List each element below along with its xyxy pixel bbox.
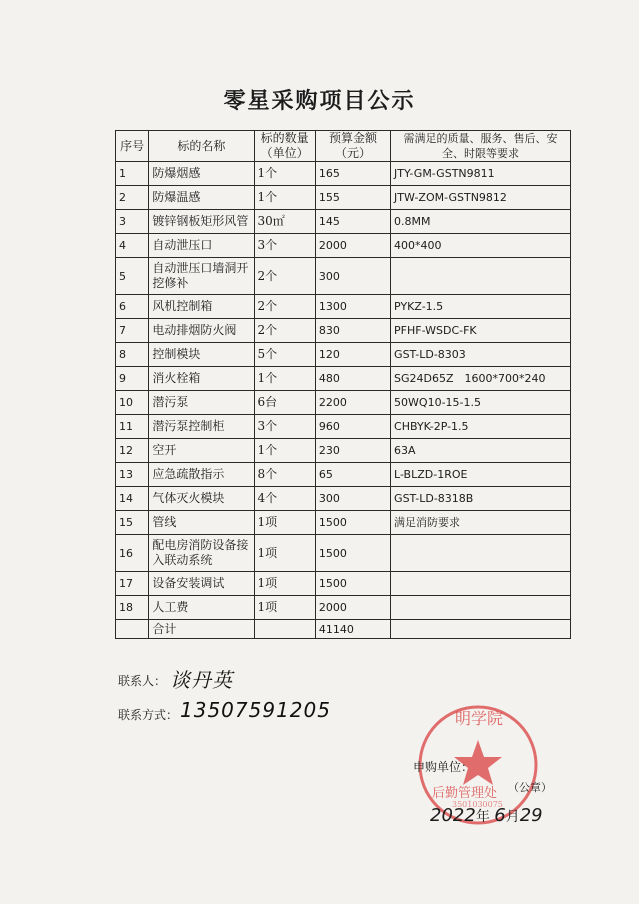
row-amount: 120 [315, 343, 390, 367]
applicant-unit-line [413, 758, 473, 775]
table-header-row [116, 131, 571, 162]
row-no: 12 [116, 439, 149, 463]
row-qty: 2个 [254, 295, 315, 319]
row-qty: 30㎡ [254, 210, 315, 234]
row-requirements: 400*400 [391, 234, 571, 258]
row-no: 10 [116, 391, 149, 415]
row-qty: 5个 [254, 343, 315, 367]
row-name: 设备安装调试 [149, 572, 254, 596]
row-name: 人工费 [149, 596, 254, 620]
row-no: 11 [116, 415, 149, 439]
row-amount: 155 [315, 186, 390, 210]
row-qty: 8个 [254, 463, 315, 487]
row-amount: 830 [315, 319, 390, 343]
row-amount: 230 [315, 439, 390, 463]
total-label: 合计 [149, 620, 254, 639]
total-qty-cell [254, 620, 315, 639]
row-no: 15 [116, 511, 149, 535]
row-amount: 1300 [315, 295, 390, 319]
date-month: 6 [494, 805, 506, 826]
row-amount: 2000 [315, 234, 390, 258]
row-requirements: SG24D65Z 1600*700*240 [391, 367, 571, 391]
table-row [116, 162, 571, 186]
contact-label: 联系人： [118, 674, 167, 688]
table-row [116, 596, 571, 620]
row-amount: 65 [315, 463, 390, 487]
row-name: 风机控制箱 [149, 295, 254, 319]
row-qty: 1项 [254, 535, 315, 572]
row-no: 17 [116, 572, 149, 596]
date-year: 2022 [430, 805, 476, 826]
date-year-suffix: 年 [475, 809, 490, 825]
row-name: 应急疏散指示 [149, 463, 254, 487]
row-no: 9 [116, 367, 149, 391]
row-qty: 1项 [254, 596, 315, 620]
header-amount: 预算金额（元） [315, 131, 390, 162]
row-requirements: JTW-ZOM-GSTN9812 [391, 186, 571, 210]
row-no: 3 [116, 210, 149, 234]
row-qty: 1个 [254, 186, 315, 210]
row-name: 消火栓箱 [149, 367, 254, 391]
row-requirements: 满足消防要求 [391, 511, 571, 535]
header-name: 标的名称 [149, 131, 254, 162]
table-row [116, 234, 571, 258]
date-month-suffix: 月 [505, 809, 520, 825]
header-no: 序号 [116, 131, 149, 162]
table-row [116, 511, 571, 535]
row-requirements: GST-LD-8318B [391, 487, 571, 511]
header-requirements: 需满足的质量、服务、售后、安全、时限等要求 [391, 131, 571, 162]
row-requirements: CHBYK-2P-1.5 [391, 415, 571, 439]
row-amount: 2000 [315, 596, 390, 620]
row-name: 气体灭火模块 [149, 487, 254, 511]
total-no-cell [116, 620, 149, 639]
row-name: 电动排烟防火阀 [149, 319, 254, 343]
phone-handwritten: 13507591205 [180, 698, 331, 722]
table-row [116, 463, 571, 487]
row-no: 16 [116, 535, 149, 572]
table-row [116, 258, 571, 295]
table-row [116, 367, 571, 391]
row-requirements: 0.8MM [391, 210, 571, 234]
row-name: 防爆烟感 [149, 162, 254, 186]
row-qty: 2个 [254, 319, 315, 343]
seal-bottom-text: 3501030075 [452, 800, 503, 809]
seal-top-text: 明学院 [455, 709, 504, 728]
total-amount: 41140 [315, 620, 390, 639]
row-no: 14 [116, 487, 149, 511]
table-row [116, 391, 571, 415]
row-requirements: PYKZ-1.5 [391, 295, 571, 319]
row-name: 防爆温感 [149, 186, 254, 210]
phone-line [118, 706, 178, 723]
total-row [116, 620, 571, 639]
row-amount: 145 [315, 210, 390, 234]
procurement-table [115, 130, 571, 639]
row-amount: 960 [315, 415, 390, 439]
row-requirements: JTY-GM-GSTN9811 [391, 162, 571, 186]
row-qty: 1项 [254, 572, 315, 596]
unit-label: 申购单位： [413, 760, 474, 774]
page-title: 零星采购项目公示 [223, 89, 416, 114]
row-name: 控制模块 [149, 343, 254, 367]
row-qty: 6台 [254, 391, 315, 415]
total-req-cell [391, 620, 571, 639]
phone-label: 联系方式： [118, 708, 179, 722]
row-no: 1 [116, 162, 149, 186]
contact-name-signature: 谈丹英 [170, 668, 233, 692]
row-amount: 300 [315, 258, 390, 295]
row-amount: 1500 [315, 535, 390, 572]
row-qty: 1个 [254, 439, 315, 463]
contact-person-line [118, 672, 166, 689]
seal-label: （公章） [508, 781, 552, 794]
row-requirements: GST-LD-8303 [391, 343, 571, 367]
table-row [116, 319, 571, 343]
table-row [116, 572, 571, 596]
row-amount: 1500 [315, 572, 390, 596]
table-row [116, 343, 571, 367]
table-row [116, 295, 571, 319]
table-row [116, 210, 571, 234]
row-name: 潜污泵 [149, 391, 254, 415]
row-qty: 1个 [254, 367, 315, 391]
date-day: 29 [519, 805, 543, 826]
seal-center-text: 后勤管理处 [432, 786, 498, 801]
row-name: 自动泄压口墙洞开挖修补 [149, 258, 254, 295]
row-name: 管线 [149, 511, 254, 535]
row-no: 13 [116, 463, 149, 487]
table-row [116, 535, 571, 572]
row-no: 2 [116, 186, 149, 210]
row-requirements [391, 258, 571, 295]
row-qty: 3个 [254, 234, 315, 258]
row-qty: 1个 [254, 162, 315, 186]
row-no: 18 [116, 596, 149, 620]
row-name: 自动泄压口 [149, 234, 254, 258]
row-qty: 3个 [254, 415, 315, 439]
row-no: 5 [116, 258, 149, 295]
row-qty: 2个 [254, 258, 315, 295]
table-row [116, 439, 571, 463]
row-requirements: 50WQ10-15-1.5 [391, 391, 571, 415]
row-requirements [391, 572, 571, 596]
row-requirements: PFHF-WSDC-FK [391, 319, 571, 343]
row-requirements: L-BLZD-1ROE [391, 463, 571, 487]
row-amount: 300 [315, 487, 390, 511]
row-qty: 1项 [254, 511, 315, 535]
row-requirements [391, 535, 571, 572]
row-name: 潜污泵控制柜 [149, 415, 254, 439]
row-no: 8 [116, 343, 149, 367]
row-no: 6 [116, 295, 149, 319]
row-no: 7 [116, 319, 149, 343]
table-row [116, 415, 571, 439]
table-row [116, 487, 571, 511]
row-name: 配电房消防设备接入联动系统 [149, 535, 254, 572]
row-requirements [391, 596, 571, 620]
row-amount: 165 [315, 162, 390, 186]
header-qty: 标的数量（单位） [254, 131, 315, 162]
date-line [430, 805, 543, 826]
row-name: 空开 [149, 439, 254, 463]
row-amount: 2200 [315, 391, 390, 415]
row-qty: 4个 [254, 487, 315, 511]
row-requirements: 63A [391, 439, 571, 463]
row-no: 4 [116, 234, 149, 258]
row-name: 镀锌钢板矩形风管 [149, 210, 254, 234]
table-row [116, 186, 571, 210]
row-amount: 1500 [315, 511, 390, 535]
row-amount: 480 [315, 367, 390, 391]
